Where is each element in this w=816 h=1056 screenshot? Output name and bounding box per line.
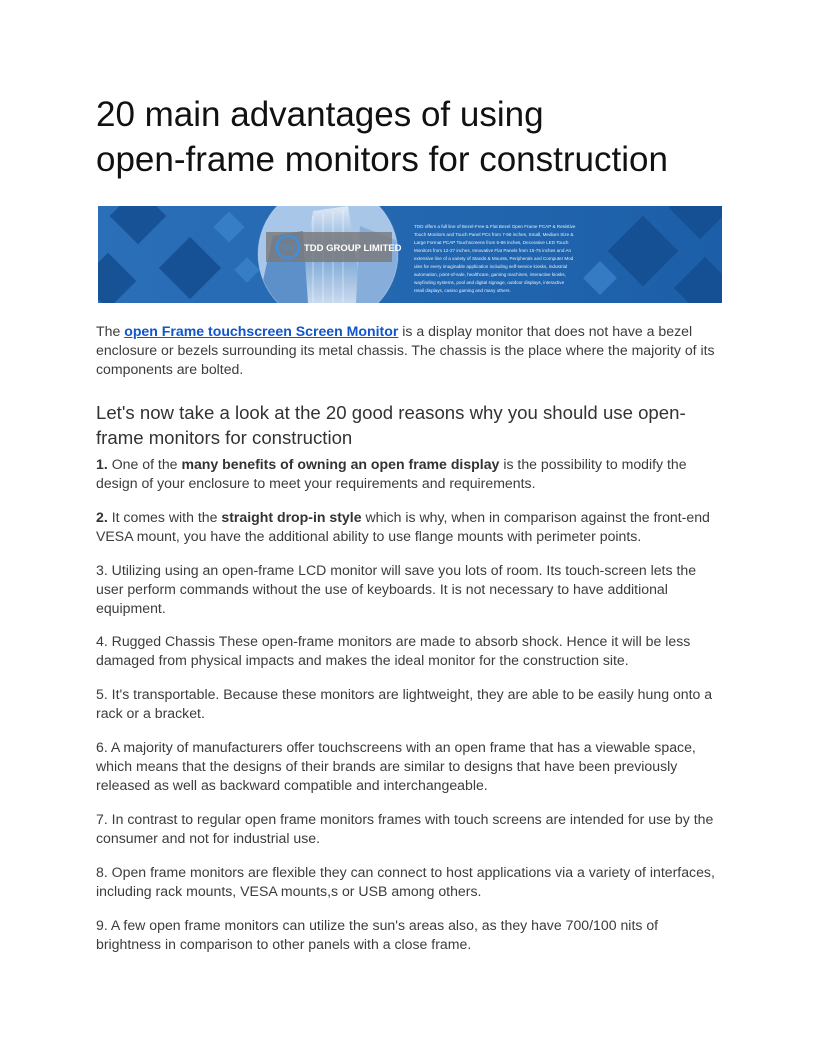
reason-emphasis: many benefits of owning an open frame display bbox=[181, 456, 500, 472]
banner-line: retail displays, casino gaming and many others. bbox=[414, 288, 511, 293]
banner-line: ules for every imaginable application including self-service kiosks, industrial bbox=[414, 264, 568, 269]
banner-line: wayfinding systems, pool and digital signage, outdoor displays, interactive bbox=[414, 280, 565, 285]
intro-paragraph bbox=[96, 322, 720, 379]
reason-item: 8. Open frame monitors are flexible they can connect to host applications via a variety of interfaces, including rack mounts, VESA mounts,s or USB among others. bbox=[96, 864, 715, 899]
reason-item: 9. A few open frame monitors can utilize the sun's areas also, as they have 700/100 nits of brightness in comparison to other panels with a close frame. bbox=[96, 917, 659, 952]
reason-item bbox=[96, 508, 720, 546]
banner-line: automation, point-of-sale, healthcare, gaming machines, interactive kiosks, bbox=[414, 272, 566, 277]
reason-item: 5. It's transportable. Because these monitors are lightweight, they are able to be easily hung onto a rack or a bracket. bbox=[96, 686, 713, 721]
reason-item: 3. Utilizing using an open-frame LCD monitor will save you lots of room. Its touch-screen lets the user perform commands without the use of keyboards. It is not necessary to have additional equipment. bbox=[96, 562, 697, 616]
reason-number: 2. bbox=[96, 509, 108, 525]
reason-item bbox=[96, 455, 720, 493]
banner-line: Large Format PCAP Touchscreens from 5-86 inches, Decorative LED Touch bbox=[414, 240, 569, 245]
logo-mark: TDD bbox=[280, 245, 296, 252]
title-line-1: 20 main advantages of using bbox=[96, 95, 544, 134]
tdd-banner-image bbox=[98, 206, 722, 303]
banner-line: Monitors from 12-27 inches, Innovative Flat Panels from 15-75 inches and An bbox=[414, 248, 572, 253]
reason-text: is the possibility to modify the design of your enclosure to meet your requirements and requirements. bbox=[96, 456, 687, 491]
intro-prefix: The bbox=[96, 323, 121, 339]
title-line-2: open-frame monitors for construction bbox=[96, 140, 668, 179]
reason-item: 7. In contrast to regular open frame monitors frames with touch screens are intended for use by the consumer and not for industrial use. bbox=[96, 811, 714, 846]
reason-text: It comes with the bbox=[111, 509, 218, 525]
reason-emphasis: straight drop-in style bbox=[221, 509, 362, 525]
reason-item: 6. A majority of manufacturers offer touchscreens with an open frame that has a viewable space, which means that the designs of their brands are similar to designs that have been previously released as well as backward compatible and interchangeable. bbox=[96, 739, 696, 793]
reason-item: 4. Rugged Chassis These open-frame monitors are made to absorb shock. Hence it will be less damaged from physical impacts and makes the ideal monitor for the construction site. bbox=[96, 633, 691, 668]
intro-suffix: is a display monitor that does not have a bezel enclosure or bezels surrounding its metal chassis. The chassis is the place where the majority of its components are bolted. bbox=[96, 323, 715, 377]
logo-text: TDD GROUP LIMITED bbox=[304, 243, 402, 254]
reason-number: 1. bbox=[96, 456, 108, 472]
section-subheading: Let's now take a look at the 20 good reasons why you should use open-frame monitors for construction bbox=[96, 402, 686, 448]
product-link[interactable]: open Frame touchscreen Screen Monitor bbox=[124, 323, 399, 339]
banner-line: Touch Monitors and Touch Panel PCs from 7-55 inches, Small, Medium Size & bbox=[414, 232, 574, 237]
reason-text: which is why, when in comparison against the front-end VESA mount, you have the additional ability to use flange mounts with perimeter points. bbox=[96, 509, 710, 544]
banner-description bbox=[414, 224, 576, 293]
banner-line: TDD offers a full line of Bezel-Free & Flat Bezel Open Frame PCAP & Resistive bbox=[414, 224, 576, 229]
banner-graphic bbox=[98, 206, 722, 303]
banner-line: extensive line of a variety of Stands & Mounts, Peripherals and Computer Mod bbox=[414, 256, 574, 261]
page-title bbox=[96, 92, 736, 182]
reason-text: One of the bbox=[111, 456, 178, 472]
